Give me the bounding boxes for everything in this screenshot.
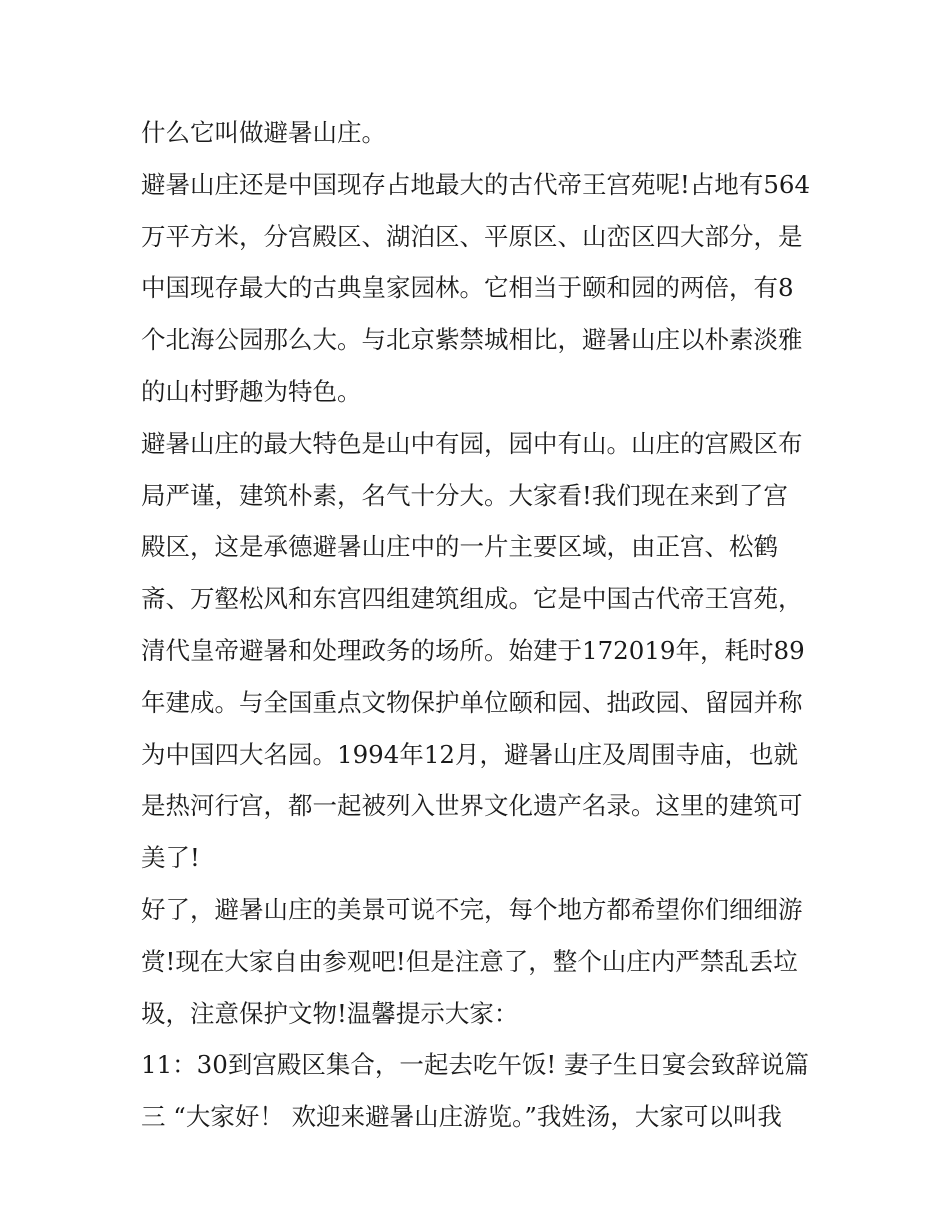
text-line: 万平方米，分宫殿区、湖泊区、平原区、山峦区四大部分，是 xyxy=(141,221,803,251)
text-line: 是热河行宫，都一起被列入世界文化遗产名录。这里的建筑可 xyxy=(141,791,803,821)
text-line: 圾，注意保护文物!温馨提示大家： xyxy=(141,998,519,1028)
text-line: 中国现存最大的古典皇家园林。它相当于颐和园的两倍，有8 xyxy=(141,273,794,303)
text-line: 的山村野趣为特色。 xyxy=(141,376,362,406)
text-line: 殿区，这是承德避暑山庄中的一片主要区域，由正宫、松鹤 xyxy=(141,532,778,562)
text-line: 清代皇帝避暑和处理政务的场所。始建于172019年，耗时89 xyxy=(141,635,805,665)
text-line: 局严谨，建筑朴素，名气十分大。大家看!我们现在来到了宫 xyxy=(141,480,788,510)
text-line: 个北海公园那么大。与北京紫禁城相比，避暑山庄以朴素淡雅 xyxy=(141,325,803,355)
text-line: 避暑山庄的最大特色是山中有园，园中有山。山庄的宫殿区布 xyxy=(141,428,803,458)
text-line: 三 “大家好！ 欢迎来避暑山庄游览。”我姓汤，大家可以叫我 xyxy=(141,1102,782,1132)
text-line: 什么它叫做避暑山庄。 xyxy=(141,118,386,147)
text-line: 为中国四大名园。1994年12月，避暑山庄及周围寺庙，也就 xyxy=(141,739,799,769)
text-line: 斋、万壑松风和东宫四组建筑组成。它是中国古代帝王宫苑， xyxy=(141,584,803,614)
text-line: 赏!现在大家自由参观吧!但是注意了，整个山庄内严禁乱丢垃 xyxy=(141,946,798,976)
text-line: 避暑山庄还是中国现存占地最大的古代帝王宫苑呢!占地有564 xyxy=(141,169,811,199)
text-line: 11：30到宫殿区集合，一起去吃午饭! 妻子生日宴会致辞说篇 xyxy=(141,1050,809,1080)
text-line: 美了! xyxy=(141,843,200,873)
text-line: 好了，避暑山庄的美景可说不完，每个地方都希望你们细细游 xyxy=(141,894,803,924)
body-text xyxy=(141,107,821,1143)
text-line: 年建成。与全国重点文物保护单位颐和园、拙政园、留园并称 xyxy=(141,687,803,717)
